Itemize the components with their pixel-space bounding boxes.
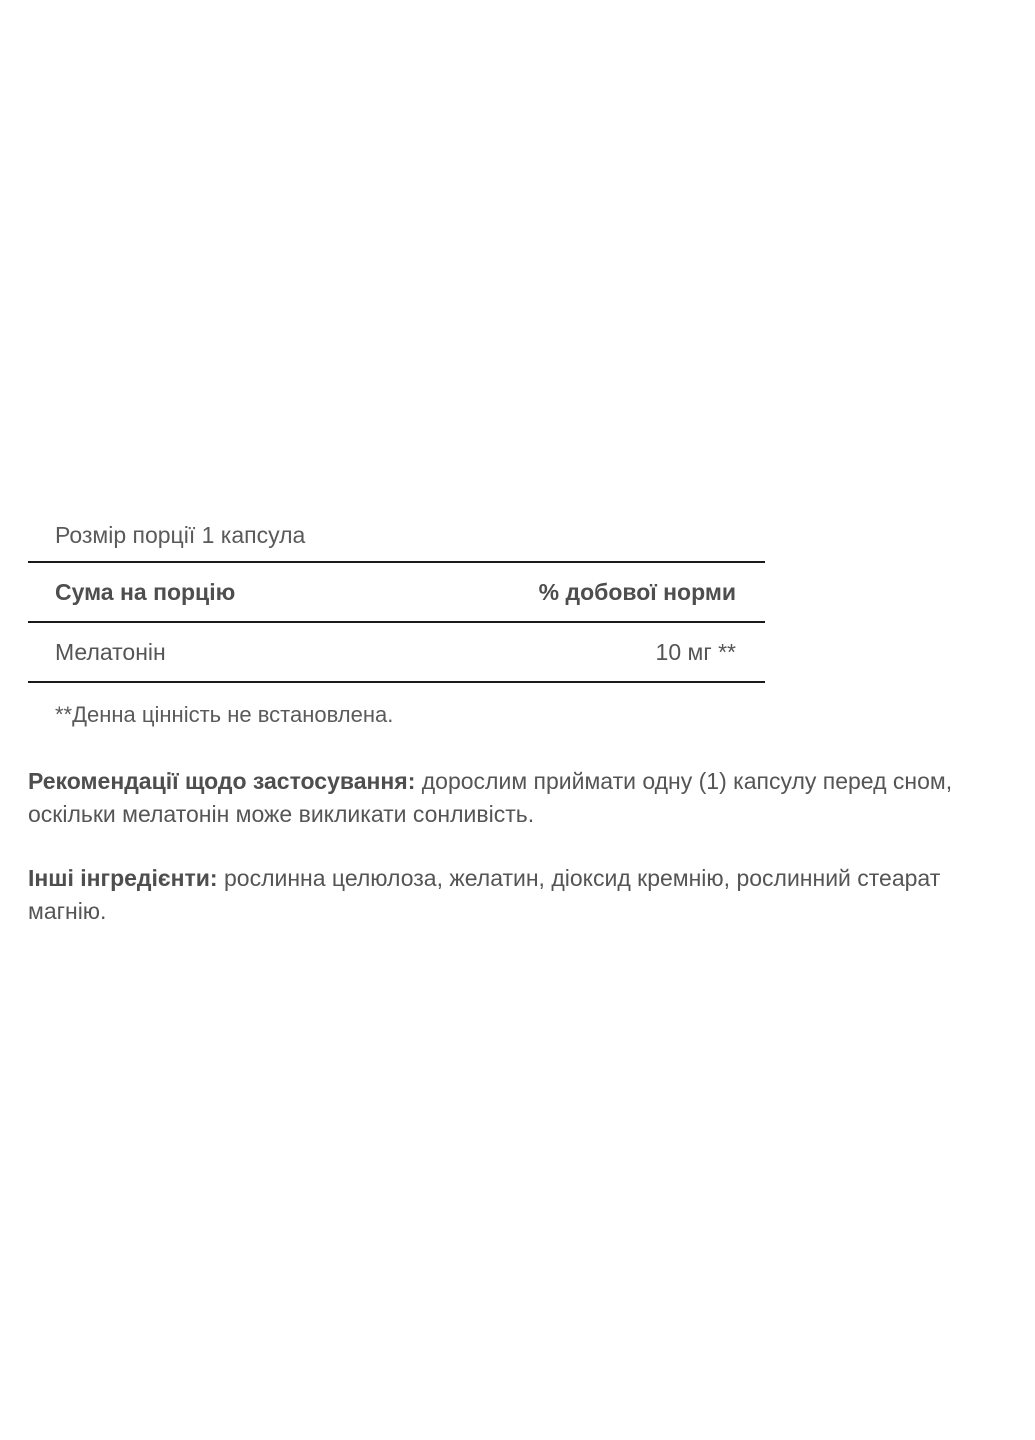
supplement-facts-table <box>28 510 765 728</box>
directions-label: Рекомендації щодо застосування: <box>28 768 416 794</box>
daily-value-header: % добової норми <box>538 578 736 605</box>
facts-header-row <box>28 563 765 623</box>
other-ingredients-label: Інші інгредієнти: <box>28 865 218 891</box>
serving-size: Розмір порції 1 капсула <box>28 510 765 563</box>
other-ingredients-paragraph <box>28 862 1018 928</box>
other-ingredients-text: рослинна целюлоза, желатин, діоксид кремнію, рослинний стеарат магнію. <box>28 865 941 924</box>
directions-text: дорослим приймати одну (1) капсулу перед сном, оскільки мелатонін може викликати сонливість. <box>28 768 953 827</box>
daily-value-footnote: **Денна цінність не встановлена. <box>55 702 394 727</box>
nutrient-row <box>28 623 765 683</box>
nutrient-amount: 10 мг ** <box>655 638 736 665</box>
directions-paragraph <box>28 765 1018 831</box>
nutrient-name: Мелатонін <box>55 638 166 665</box>
amount-per-serving-header: Сума на порцію <box>55 578 236 605</box>
